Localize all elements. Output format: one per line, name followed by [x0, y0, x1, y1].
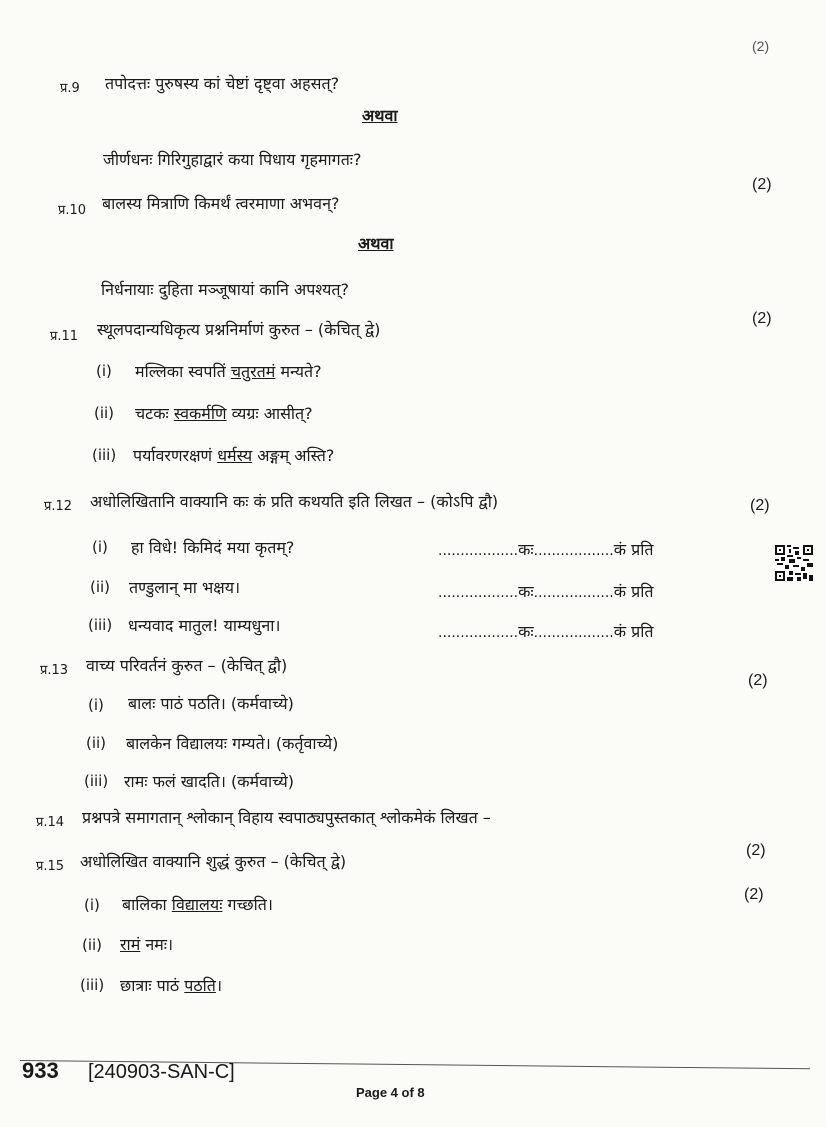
question-text: स्थूलपदान्यधिकृत्य प्रश्ननिर्माणं कुरुत – (केचित् द्वे) — [97, 320, 381, 339]
sub-question: चटकः स्वकर्मणि व्यग्रः आसीत्? — [135, 404, 313, 423]
athava-label: अथवा — [362, 106, 398, 125]
question-marks: (2) — [752, 310, 772, 327]
footer-paper-code: 933 — [22, 1058, 59, 1083]
question-text: अधोलिखित वाक्यानि शुद्धं कुरुत – (केचित् द्वे) — [80, 852, 347, 871]
qr-code-icon — [775, 545, 813, 581]
question-text: बालस्य मित्राणि किमर्थं त्वरमाणा अभवन्? — [102, 194, 340, 213]
athava-label: अथवा — [358, 234, 394, 253]
answer-blank: ..................कः..................कं प्रति — [438, 582, 654, 601]
sub-question: बालिका विद्यालयः गच्छति। — [122, 895, 273, 914]
sub-question: रामः फलं खादति। (कर्मवाच्ये) — [124, 772, 294, 791]
item-number: (iii) — [88, 616, 113, 634]
item-number: (iii) — [80, 976, 105, 994]
item-number: (i) — [88, 696, 104, 714]
question-number: प्र.13 — [40, 663, 69, 678]
sub-question: धन्यवाद मातुल! याम्यधुना। — [128, 616, 281, 635]
alternative-question: जीर्णधनः गिरिगुहाद्वारं कया पिधाय गृहमागतः? — [103, 150, 362, 169]
question-marks: (2) — [746, 842, 766, 859]
alternative-question: निर्धनायाः दुहिता मञ्जूषायां कानि अपश्यत्? — [101, 280, 350, 299]
question-marks: (2) — [744, 886, 764, 903]
question-number: प्र.12 — [44, 499, 73, 514]
item-number: (iii) — [92, 446, 117, 464]
question-text: अधोलिखितानि वाक्यानि कः कं प्रति कथयति इति लिखत – (कोऽपि द्वौ) — [90, 492, 499, 511]
item-number: (ii) — [94, 404, 115, 422]
question-number: प्र.9 — [60, 81, 80, 96]
answer-blank: ..................कः..................कं प्रति — [438, 540, 654, 559]
sub-question: मल्लिका स्वपतिं चतुरतमं मन्यते? — [135, 362, 322, 381]
sub-question: तण्डुलान् मा भक्षय। — [129, 578, 241, 597]
sub-question: बालः पाठं पठति। (कर्मवाच्ये) — [128, 694, 294, 713]
question-text: वाच्य परिवर्तनं कुरुत – (केचित् द्वौ) — [86, 656, 288, 675]
item-number: (ii) — [90, 578, 111, 596]
question-marks: (2) — [752, 176, 772, 193]
page-number: Page 4 of 8 — [356, 1085, 425, 1100]
top-marks: (2) — [752, 38, 770, 54]
sub-question: हा विधे! किमिदं मया कृतम्? — [131, 538, 295, 557]
item-number: (ii) — [82, 936, 103, 954]
item-number: (i) — [92, 538, 108, 556]
item-number: (i) — [96, 362, 112, 380]
answer-blank: ..................कः..................कं प्रति — [438, 622, 654, 641]
question-marks: (2) — [750, 497, 770, 514]
footer-paper-id: [240903-SAN-C] — [88, 1061, 235, 1083]
sub-question: पर्यावरणरक्षणं धर्मस्य अङ्गम् अस्ति? — [133, 446, 335, 465]
question-number: प्र.14 — [36, 815, 65, 830]
sub-question: रामं नमः। — [120, 935, 174, 954]
question-number: प्र.15 — [36, 859, 65, 874]
question-text: प्रश्नपत्रे समागतान् श्लोकान् विहाय स्वपाठ्यपुस्तकात् श्लोकमेकं लिखत – — [82, 808, 491, 827]
item-number: (ii) — [86, 734, 107, 752]
question-number: प्र.10 — [58, 203, 87, 218]
sub-question: छात्राः पाठं पठति। — [120, 976, 223, 995]
item-number: (i) — [84, 896, 100, 914]
question-marks: (2) — [748, 672, 768, 689]
item-number: (iii) — [84, 772, 109, 790]
question-text: तपोदत्तः पुरुषस्य कां चेष्टां दृष्ट्वा अहसत्? — [105, 74, 340, 93]
sub-question: बालकेन विद्यालयः गम्यते। (कर्तृवाच्ये) — [126, 734, 339, 753]
question-number: प्र.11 — [50, 329, 79, 344]
